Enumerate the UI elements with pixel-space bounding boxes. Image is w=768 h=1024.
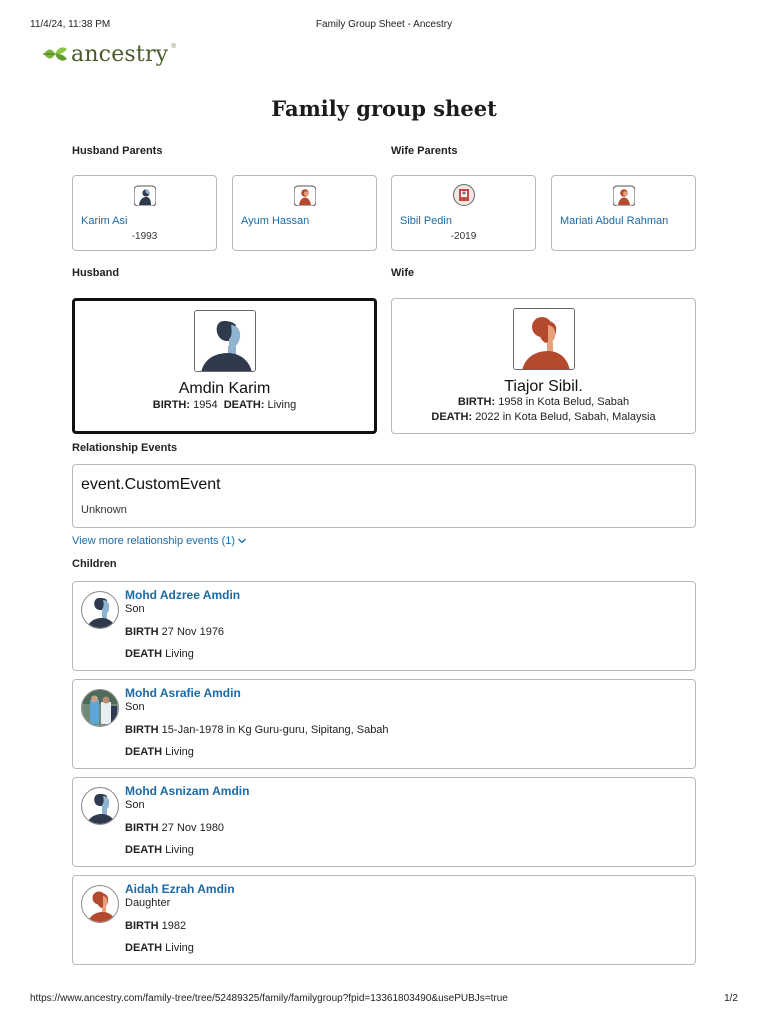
female-silhouette-icon bbox=[81, 885, 119, 923]
parent-name[interactable]: Karim Asi bbox=[81, 215, 128, 227]
ancestry-logo[interactable] bbox=[42, 40, 176, 68]
birth-label: BIRTH: bbox=[152, 399, 191, 411]
husband-card[interactable] bbox=[72, 298, 377, 434]
husband-name: Amdin Karim bbox=[178, 380, 271, 397]
death-label: DEATH bbox=[125, 844, 163, 856]
parent-name[interactable]: Mariati Abdul Rahman bbox=[560, 215, 669, 227]
child-death-value: Living bbox=[165, 746, 194, 758]
print-date: 11/4/24, 11:38 PM bbox=[30, 19, 111, 30]
print-footer bbox=[30, 993, 738, 1007]
death-label: DEATH bbox=[125, 746, 163, 758]
child-death-value: Living bbox=[165, 942, 194, 954]
birth-label: BIRTH bbox=[125, 822, 159, 834]
child-birth bbox=[125, 626, 224, 638]
parent-dates: -1993 bbox=[131, 231, 158, 242]
print-header bbox=[30, 19, 738, 33]
relationship-event-card bbox=[72, 464, 696, 528]
death-label: DEATH bbox=[125, 942, 163, 954]
husband-label: Husband bbox=[72, 267, 120, 279]
relationship-events-label: Relationship Events bbox=[72, 442, 178, 454]
child-name[interactable]: Aidah Ezrah Amdin bbox=[125, 882, 235, 896]
child-card[interactable] bbox=[72, 875, 696, 965]
child-relation: Son bbox=[125, 701, 145, 713]
child-birth-value: 27 Nov 1976 bbox=[161, 626, 225, 638]
husband-parents-label: Husband Parents bbox=[72, 145, 163, 157]
wife-card[interactable] bbox=[391, 298, 696, 434]
chevron-down-icon[interactable] bbox=[237, 536, 247, 546]
child-birth bbox=[125, 822, 224, 834]
child-birth-value: 15-Jan-1978 in Kg Guru-guru, Sipitang, Sabah bbox=[161, 724, 389, 736]
photo-thumbnail bbox=[453, 184, 475, 206]
children-label: Children bbox=[72, 558, 117, 570]
page-title: Family group sheet bbox=[271, 96, 497, 121]
wife-name: Tiajor Sibil. bbox=[504, 378, 583, 395]
birth-label: BIRTH bbox=[125, 920, 159, 932]
parent-card-karim-asi[interactable] bbox=[72, 175, 217, 251]
child-death bbox=[125, 844, 194, 856]
male-silhouette-icon bbox=[194, 310, 256, 372]
wife-death: 2022 in Kota Belud, Sabah, Malaysia bbox=[475, 411, 656, 423]
parent-card-ayum-hassan[interactable] bbox=[232, 175, 377, 251]
print-page-number: 1/2 bbox=[724, 993, 738, 1004]
child-relation: Son bbox=[125, 603, 145, 615]
wife-parents-label: Wife Parents bbox=[391, 145, 458, 157]
child-death-value: Living bbox=[165, 648, 194, 660]
logo-trademark: ® bbox=[171, 44, 176, 50]
death-label: DEATH: bbox=[431, 411, 473, 423]
parent-name[interactable]: Sibil Pedin bbox=[400, 215, 452, 227]
parent-dates: -2019 bbox=[450, 231, 477, 242]
parent-card-mariati-abdul-rahman[interactable] bbox=[551, 175, 696, 251]
child-death bbox=[125, 942, 194, 954]
wife-birth-line bbox=[392, 396, 695, 408]
wife-label: Wife bbox=[391, 267, 415, 279]
child-death-value: Living bbox=[165, 844, 194, 856]
child-name[interactable]: Mohd Asrafie Amdin bbox=[125, 686, 241, 700]
child-card[interactable] bbox=[72, 679, 696, 769]
child-card[interactable] bbox=[72, 581, 696, 671]
child-relation: Son bbox=[125, 799, 145, 811]
birth-label: BIRTH bbox=[125, 724, 159, 736]
wife-death-line bbox=[392, 411, 695, 423]
child-relation: Daughter bbox=[125, 897, 171, 909]
wife-birth: 1958 in Kota Belud, Sabah bbox=[498, 396, 630, 408]
logo-wordmark: ancestry bbox=[71, 41, 169, 67]
child-birth-value: 1982 bbox=[161, 920, 187, 932]
child-birth-value: 27 Nov 1980 bbox=[161, 822, 225, 834]
child-birth bbox=[125, 920, 186, 932]
birth-label: BIRTH: bbox=[457, 396, 496, 408]
event-value: Unknown bbox=[81, 504, 127, 516]
print-url: https://www.ancestry.com/family-tree/tree/52489325/family/familygroup?fpid=13361803490&usePUBJs=true bbox=[30, 993, 508, 1004]
female-silhouette-icon bbox=[613, 184, 635, 206]
death-label: DEATH: bbox=[223, 399, 265, 411]
photo-thumbnail bbox=[81, 689, 119, 727]
husband-vitals bbox=[75, 399, 374, 411]
birth-label: BIRTH bbox=[125, 626, 159, 638]
female-silhouette-icon bbox=[513, 308, 575, 370]
parent-name[interactable]: Ayum Hassan bbox=[241, 215, 310, 227]
child-death bbox=[125, 648, 194, 660]
event-title: event.CustomEvent bbox=[81, 476, 221, 493]
ancestry-leaf-icon bbox=[42, 42, 68, 66]
parent-card-sibil-pedin[interactable] bbox=[391, 175, 536, 251]
more-link-label[interactable]: View more relationship events (1) bbox=[72, 535, 236, 547]
child-death bbox=[125, 746, 194, 758]
male-silhouette-icon bbox=[81, 787, 119, 825]
child-name[interactable]: Mohd Adzree Amdin bbox=[125, 588, 241, 602]
child-birth bbox=[125, 724, 389, 736]
husband-death: Living bbox=[267, 399, 297, 411]
male-silhouette-icon bbox=[81, 591, 119, 629]
child-name[interactable]: Mohd Asnizam Amdin bbox=[125, 784, 250, 798]
female-silhouette-icon bbox=[294, 184, 316, 206]
death-label: DEATH bbox=[125, 648, 163, 660]
view-more-relationship-events-link[interactable] bbox=[72, 535, 247, 547]
male-silhouette-icon bbox=[134, 184, 156, 206]
child-card[interactable] bbox=[72, 777, 696, 867]
husband-birth: 1954 bbox=[193, 399, 218, 411]
print-title: Family Group Sheet - Ancestry bbox=[315, 19, 453, 30]
